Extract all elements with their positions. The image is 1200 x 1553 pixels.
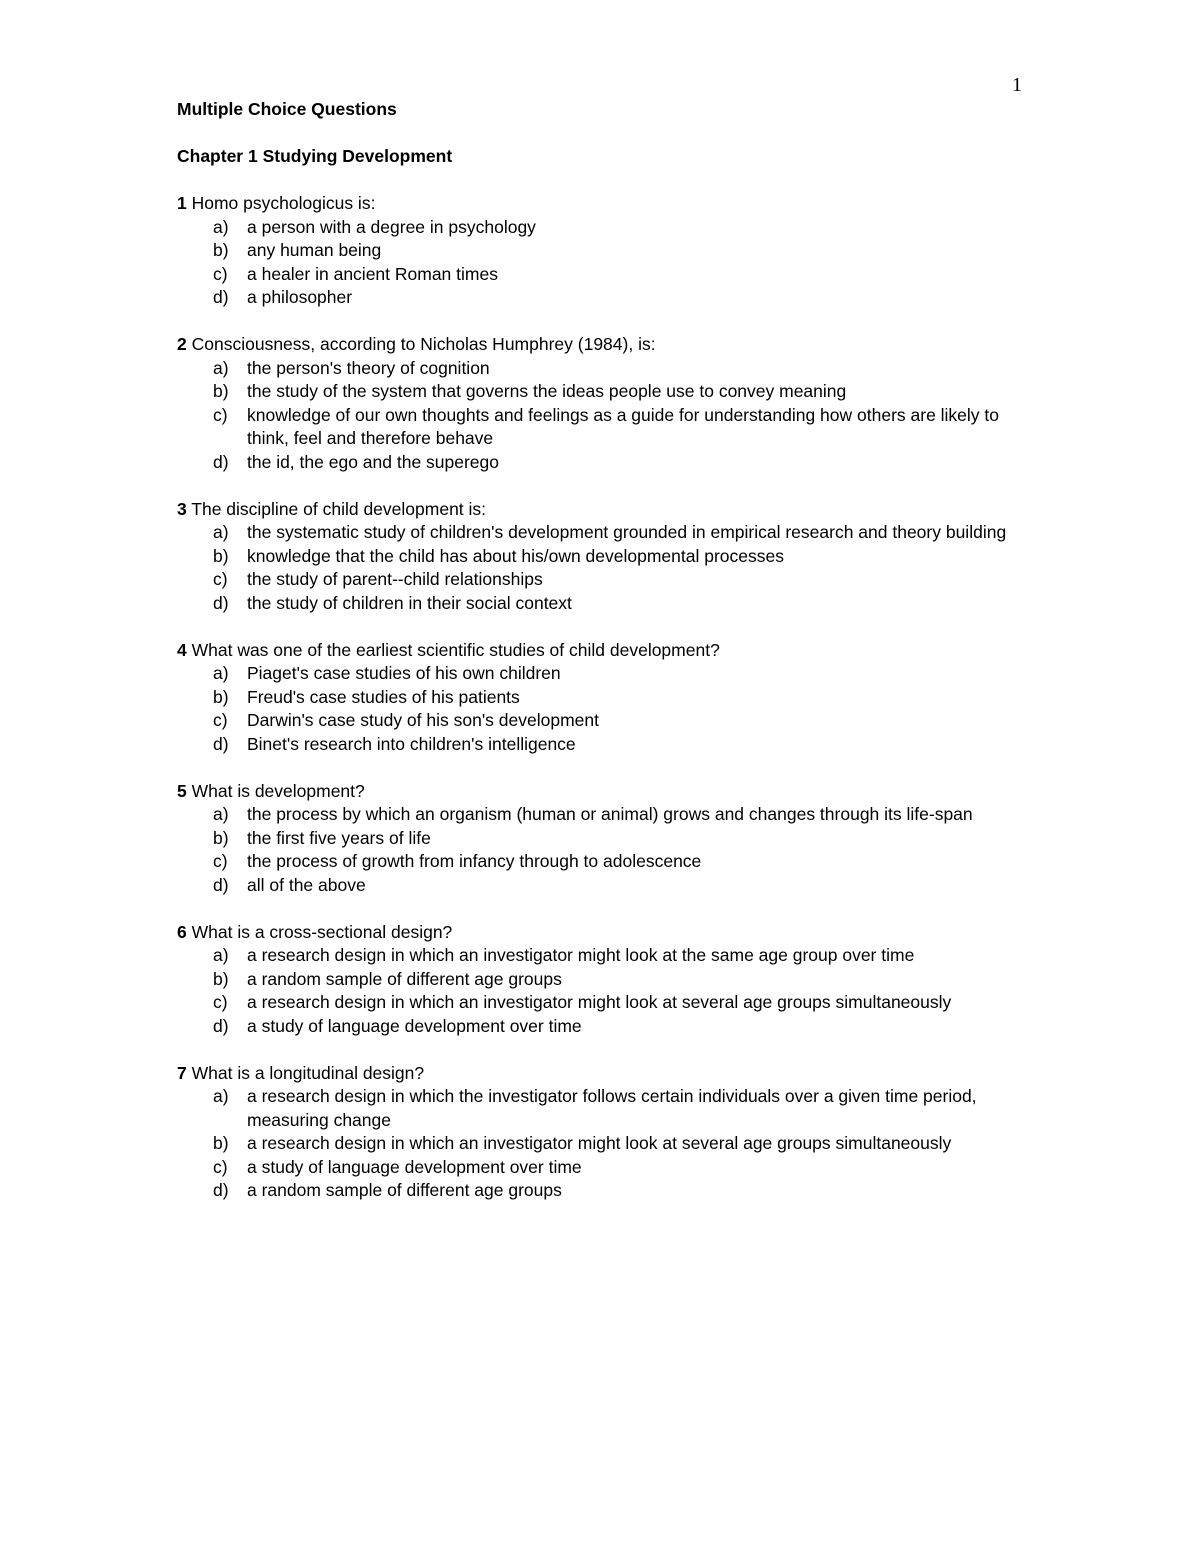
option-letter: c) <box>213 263 228 284</box>
option-text: knowledge of our own thoughts and feelings as a guide for understanding how others are likely to think, feel and therefore behave <box>247 404 1000 448</box>
option-text: knowledge that the child has about his/own developmental processes <box>247 545 785 566</box>
option-text: the study of parent--child relationships <box>247 569 543 589</box>
answer-options <box>177 521 1037 615</box>
option-letter: c) <box>213 992 228 1012</box>
answer-option <box>177 286 1037 310</box>
option-letter: b) <box>213 827 229 848</box>
question-text: What is a longitudinal design? <box>191 1062 425 1083</box>
option-text: a research design in which the investigator follows certain individuals over a given time period, measuring change <box>247 1086 977 1130</box>
option-text: the person's theory of cognition <box>247 357 490 378</box>
option-letter: c) <box>213 404 228 425</box>
option-letter: b) <box>213 381 229 401</box>
question-stem <box>177 1062 1037 1086</box>
option-letter: a) <box>213 804 229 824</box>
option-text: Freud's case studies of his patients <box>247 686 520 707</box>
option-letter: d) <box>213 451 229 472</box>
option-letter: b) <box>213 1133 229 1153</box>
answer-option <box>177 521 1037 545</box>
question-number: 4 <box>177 639 187 660</box>
option-text: all of the above <box>247 874 366 895</box>
answer-option <box>177 1132 1037 1156</box>
answer-option <box>177 592 1037 616</box>
answer-option <box>177 850 1037 874</box>
question-stem <box>177 780 1037 804</box>
option-letter: c) <box>213 1156 228 1177</box>
option-text: Darwin's case study of his son's development <box>247 710 599 730</box>
option-text: the systematic study of children's development grounded in empirical research and theory building <box>247 522 1007 542</box>
option-text: a research design in which an investigator might look at several age groups simultaneously <box>247 1133 952 1153</box>
option-text: the process by which an organism (human or animal) grows and changes through its life-span <box>247 804 973 824</box>
answer-option <box>177 1156 1037 1180</box>
question-stem <box>177 498 1037 522</box>
answer-option <box>177 568 1037 592</box>
answer-option <box>177 380 1037 404</box>
answer-option <box>177 944 1037 968</box>
option-letter: a) <box>213 1086 229 1106</box>
question-text: Consciousness, according to Nicholas Humphrey (1984), is: <box>191 334 656 354</box>
question-text: What is a cross-sectional design? <box>191 921 453 942</box>
document-body <box>177 98 1037 1226</box>
question-4 <box>177 639 1037 757</box>
answer-option <box>177 1179 1037 1203</box>
option-letter: d) <box>213 733 229 754</box>
answer-option <box>177 709 1037 733</box>
page-number: 1 <box>1012 74 1022 96</box>
option-text: the id, the ego and the superego <box>247 451 500 472</box>
question-number: 1 <box>177 193 187 213</box>
answer-options <box>177 803 1037 897</box>
question-number: 6 <box>177 921 187 942</box>
answer-option <box>177 1015 1037 1039</box>
option-text: a random sample of different age groups <box>247 968 562 989</box>
answer-option <box>177 803 1037 827</box>
option-letter: d) <box>213 287 229 307</box>
option-text: a study of language development over time <box>247 1156 582 1177</box>
option-text: a research design in which an investigator might look at the same age group over time <box>247 945 915 965</box>
question-stem <box>177 192 1037 216</box>
question-stem <box>177 639 1037 663</box>
option-text: a research design in which an investigator might look at several age groups simultaneously <box>247 992 952 1012</box>
option-text: a random sample of different age groups <box>247 1180 562 1200</box>
answer-option <box>177 874 1037 898</box>
option-letter: b) <box>213 968 229 989</box>
option-letter: d) <box>213 592 229 613</box>
option-letter: a) <box>213 522 229 542</box>
question-number: 7 <box>177 1062 187 1083</box>
answer-option <box>177 451 1037 475</box>
question-number: 3 <box>177 498 187 519</box>
answer-option <box>177 239 1037 263</box>
option-letter: a) <box>213 357 229 378</box>
answer-option <box>177 686 1037 710</box>
answer-options <box>177 944 1037 1038</box>
option-letter: b) <box>213 240 229 260</box>
question-3 <box>177 498 1037 616</box>
option-text: Piaget's case studies of his own children <box>247 663 561 683</box>
option-text: the first five years of life <box>247 827 431 848</box>
answer-option <box>177 827 1037 851</box>
answer-option <box>177 733 1037 757</box>
document-title: Multiple Choice Questions <box>177 99 397 119</box>
option-text: the study of children in their social context <box>247 592 572 613</box>
answer-option <box>177 991 1037 1015</box>
question-number: 2 <box>177 334 187 354</box>
answer-options <box>177 216 1037 310</box>
option-text: the process of growth from infancy through to adolescence <box>247 851 702 871</box>
option-letter: a) <box>213 216 229 237</box>
option-letter: c) <box>213 710 228 730</box>
chapter-title: Chapter 1 Studying Development <box>177 146 453 166</box>
question-1 <box>177 192 1037 310</box>
option-text: a philosopher <box>247 287 353 307</box>
option-letter: d) <box>213 874 229 895</box>
question-stem <box>177 921 1037 945</box>
option-text: Binet's research into children's intelligence <box>247 733 576 754</box>
answer-option <box>177 404 1037 451</box>
option-text: any human being <box>247 240 382 260</box>
option-letter: b) <box>213 686 229 707</box>
answer-option <box>177 1085 1037 1132</box>
answer-option <box>177 263 1037 287</box>
answer-options <box>177 1085 1037 1203</box>
option-letter: a) <box>213 663 229 683</box>
option-letter: b) <box>213 545 229 566</box>
question-stem <box>177 333 1037 357</box>
option-text: the study of the system that governs the ideas people use to convey meaning <box>247 381 847 401</box>
answer-option <box>177 357 1037 381</box>
option-text: a healer in ancient Roman times <box>247 263 498 284</box>
option-text: a study of language development over time <box>247 1015 582 1036</box>
question-7 <box>177 1062 1037 1203</box>
answer-option <box>177 216 1037 240</box>
answer-option <box>177 662 1037 686</box>
question-2 <box>177 333 1037 474</box>
question-5 <box>177 780 1037 898</box>
answer-option <box>177 545 1037 569</box>
question-text: What was one of the earliest scientific studies of child development? <box>191 639 720 660</box>
answer-option <box>177 968 1037 992</box>
option-letter: a) <box>213 945 229 965</box>
answer-options <box>177 357 1037 475</box>
option-letter: c) <box>213 851 228 871</box>
option-letter: d) <box>213 1015 229 1036</box>
question-text: What is development? <box>191 780 365 801</box>
option-letter: d) <box>213 1180 229 1200</box>
question-number: 5 <box>177 780 187 801</box>
question-text: The discipline of child development is: <box>191 498 487 519</box>
option-letter: c) <box>213 569 228 589</box>
question-text: Homo psychologicus is: <box>191 193 376 213</box>
question-6 <box>177 921 1037 1039</box>
option-text: a person with a degree in psychology <box>247 216 536 237</box>
answer-options <box>177 662 1037 756</box>
